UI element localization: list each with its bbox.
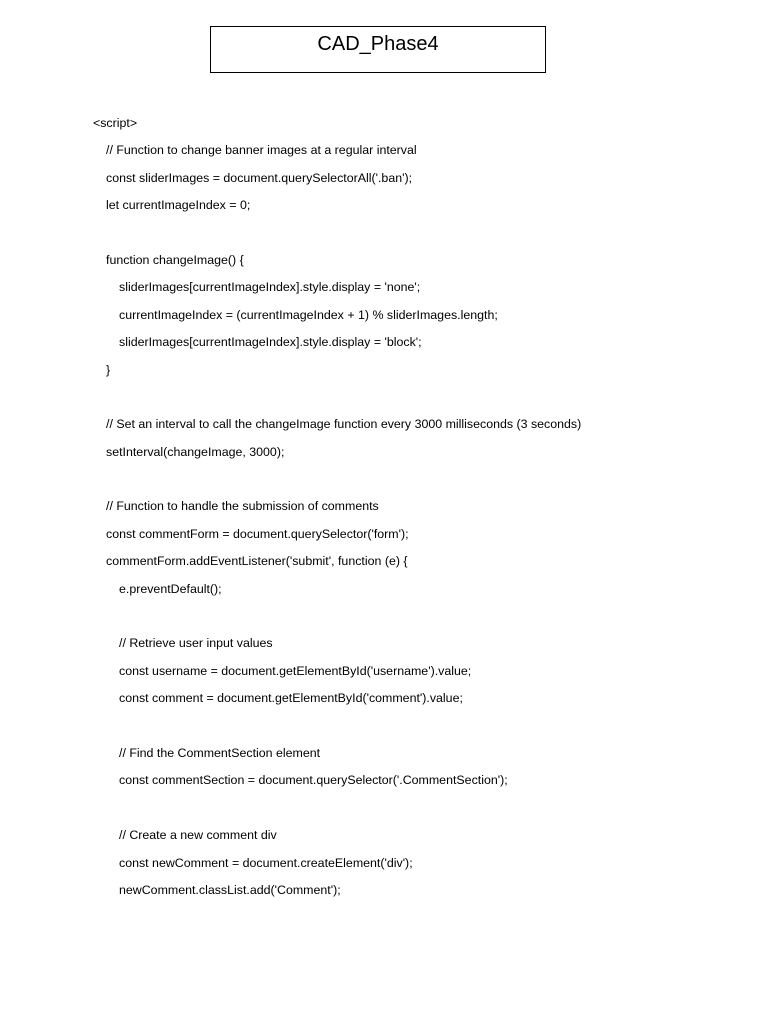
code-line: e.preventDefault(); <box>119 581 222 596</box>
blank-line <box>0 716 768 743</box>
blank-line <box>0 223 768 250</box>
blank-line <box>0 606 768 633</box>
code-line: let currentImageIndex = 0; <box>106 198 251 213</box>
code-line: // Create a new comment div <box>119 828 277 843</box>
code-line: sliderImages[currentImageIndex].style.display = 'block'; <box>119 335 422 350</box>
code-line: commentForm.addEventListener('submit', function (e) { <box>106 554 408 569</box>
code-line: const sliderImages = document.querySelectorAll('.ban'); <box>106 170 413 185</box>
blank-line <box>0 469 768 496</box>
blank-line <box>0 387 768 414</box>
code-line: // Set an interval to call the changeImage function every 3000 milliseconds (3 seconds) <box>106 417 582 432</box>
code-line: setInterval(changeImage, 3000); <box>106 444 285 459</box>
code-line: } <box>106 362 111 377</box>
code-line: const commentSection = document.querySelector('.CommentSection'); <box>119 773 508 788</box>
code-line: const username = document.getElementById('username').value; <box>119 663 472 678</box>
code-line: const newComment = document.createElement('div'); <box>119 855 413 870</box>
code-line: sliderImages[currentImageIndex].style.display = 'none'; <box>119 280 421 295</box>
code-block <box>0 113 768 907</box>
code-line: // Function to change banner images at a regular interval <box>106 143 417 158</box>
code-line: const commentForm = document.querySelector('form'); <box>106 526 409 541</box>
code-line: const comment = document.getElementById('comment').value; <box>119 691 463 706</box>
code-line: // Retrieve user input values <box>119 636 273 651</box>
document-title: CAD_Phase4 <box>317 33 439 55</box>
code-line: // Function to handle the submission of comments <box>106 499 379 514</box>
code-line: currentImageIndex = (currentImageIndex + 1) % sliderImages.length; <box>119 307 498 322</box>
code-line: function changeImage() { <box>106 252 244 267</box>
blank-line <box>0 798 768 825</box>
code-line: // Find the CommentSection element <box>119 745 321 760</box>
code-line: <script> <box>93 116 138 130</box>
code-line: newComment.classList.add('Comment'); <box>119 882 341 897</box>
title-box <box>210 26 546 73</box>
